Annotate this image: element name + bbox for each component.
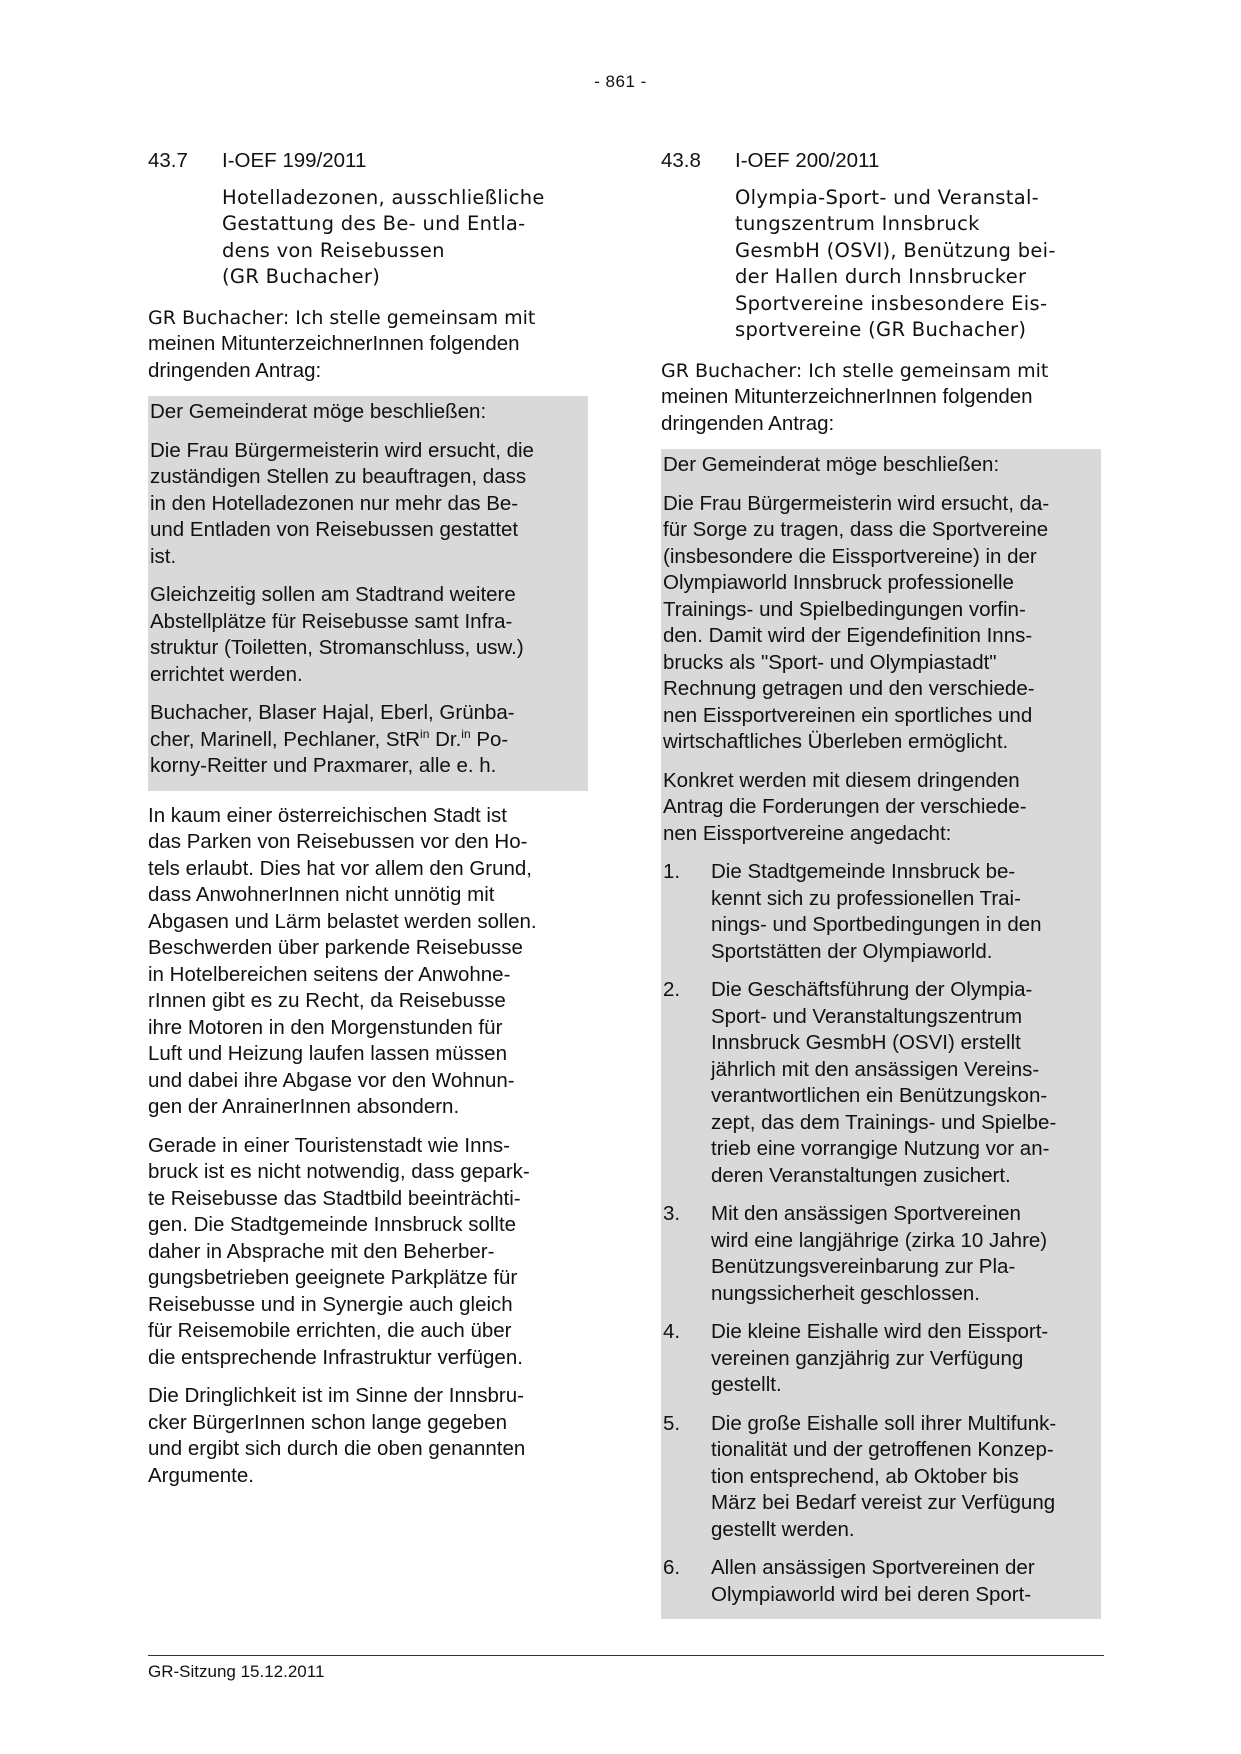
text-line: struktur (Toiletten, Stromanschluss, usw.)	[150, 636, 524, 659]
text-line: rInnen gibt es zu Recht, da Reisebusse	[148, 989, 506, 1012]
text-line: (insbesondere die Eissportvereine) in der	[663, 544, 1037, 568]
text-line: Trainings- und Spielbedingungen vorfin-	[663, 597, 1026, 621]
text-line: und dabei ihre Abgase vor den Wohnun-	[148, 1068, 515, 1092]
superscript: in	[420, 726, 430, 741]
footer-text: GR-Sitzung 15.12.2011	[148, 1662, 325, 1681]
text-line: für Reisemobile errichten, die auch über	[148, 1319, 512, 1342]
text-line: meinen MitunterzeichnerInnen folgenden	[148, 332, 520, 355]
text-line: Buchacher, Blaser Hajal, Eberl, Grünba-	[150, 701, 515, 724]
text-line: Benützungsvereinbarung zur Pla-	[711, 1255, 1016, 1278]
text-line: gestellt werden.	[711, 1517, 855, 1541]
text-line: ihre Motoren in den Morgenstunden für	[148, 1015, 503, 1039]
title-line: dens von Reisebussen	[222, 238, 445, 262]
text-line: Reisebusse und in Synergie auch gleich	[148, 1292, 513, 1316]
text-line: Die Frau Bürgermeisterin wird ersucht, die	[150, 438, 534, 462]
item-number: 43.8	[661, 149, 701, 172]
text-line: Die Dringlichkeit ist im Sinne der Innsbru-	[148, 1384, 524, 1407]
text-line: Argumente.	[148, 1463, 254, 1487]
motion-paragraph	[150, 435, 586, 580]
text-line: GR Buchacher: Ich stelle gemeinsam mit	[661, 359, 1049, 382]
text-fragment: Dr.	[429, 727, 462, 751]
text-line: errichtet werden.	[150, 662, 303, 686]
signers-paragraph	[150, 697, 586, 789]
text-line: wirtschaftliches Überleben ermöglicht.	[663, 730, 1009, 753]
body-paragraph	[148, 803, 588, 1121]
list-text	[711, 859, 1099, 965]
item-code: I-OEF 200/2011	[735, 149, 880, 172]
footer-divider	[148, 1655, 1104, 1656]
text-line: daher in Absprache mit den Beherber-	[148, 1239, 495, 1263]
text-line: verantwortlichen ein Benützungskon-	[711, 1084, 1048, 1107]
text-line: gungsbetrieben geeignete Parkplätze für	[148, 1266, 518, 1289]
page-number: - 861 -	[594, 72, 647, 91]
title-line: Hotelladezonen, ausschließliche	[222, 185, 545, 209]
text-line: meinen MitunterzeichnerInnen folgenden	[661, 385, 1033, 408]
text-line: bruck ist es nicht notwendig, dass gepark-	[148, 1160, 530, 1183]
text-line: Abgasen und Lärm belastet werden sollen.	[148, 909, 537, 933]
list-number: 6.	[663, 1556, 681, 1579]
list-item	[663, 1552, 1099, 1617]
text-line: Sportstätten der Olympiaworld.	[711, 939, 993, 963]
title-line: Gestattung des Be- und Entla-	[222, 212, 526, 235]
title-line: tungszentrum Innsbruck	[735, 212, 980, 235]
text-line: Die große Eishalle soll ihrer Multifunk-	[711, 1411, 1057, 1435]
text-line: kennt sich zu professionellen Trai-	[711, 886, 1021, 910]
text-line: vereinen ganzjährig zur Verfügung	[711, 1346, 1024, 1370]
text-line: nungssicherheit geschlossen.	[711, 1281, 980, 1305]
text-line: die entsprechende Infrastruktur verfügen.	[148, 1345, 523, 1369]
text-line: Die Geschäftsführung der Olympia-	[711, 978, 1033, 1001]
text-line: wird eine langjährige (zirka 10 Jahre)	[711, 1228, 1048, 1252]
list-text	[711, 1319, 1099, 1399]
item-number: 43.7	[148, 149, 188, 172]
text-line: in Hotelbereichen seitens der Anwohne-	[148, 962, 511, 986]
demands-list	[663, 856, 1099, 1617]
text-line: gen der AnrainerInnen absondern.	[148, 1095, 460, 1118]
list-text	[711, 1411, 1099, 1544]
item-title	[222, 185, 588, 291]
text-line: jährlich mit den ansässigen Vereins-	[711, 1057, 1040, 1081]
title-line: GesmbH (OSVI), Benützung bei-	[735, 238, 1056, 262]
text-line: Die Stadtgemeinde Innsbruck be-	[711, 860, 1016, 883]
motion-box	[148, 396, 588, 791]
text-line: nen Eissportvereine angedacht:	[663, 821, 952, 845]
motion-paragraph	[663, 488, 1099, 765]
item-title	[735, 185, 1101, 344]
list-item	[663, 856, 1099, 974]
text-line: Die Frau Bürgermeisterin wird ersucht, da-	[663, 491, 1050, 515]
text-line: Olympiaworld Innsbruck professionelle	[663, 571, 1014, 594]
text-line: GR Buchacher: Ich stelle gemeinsam mit	[148, 306, 536, 329]
left-column	[148, 148, 588, 1501]
list-item	[663, 974, 1099, 1198]
text-line: dass AnwohnerInnen nicht unnötig mit	[148, 883, 495, 906]
list-number: 4.	[663, 1320, 681, 1343]
text-line: nen Eissportvereinen ein sportliches und	[663, 703, 1033, 727]
item-heading	[148, 148, 588, 175]
text-line: zept, das dem Trainings- und Spielbe-	[711, 1110, 1057, 1134]
text-line: Konkret werden mit diesem dringenden	[663, 768, 1020, 792]
motion-paragraph	[150, 579, 586, 697]
text-line: gen. Die Stadtgemeinde Innsbruck sollte	[148, 1213, 517, 1236]
text-line: und ergibt sich durch die oben genannten	[148, 1437, 526, 1460]
text-line: Rechnung getragen und den verschiede-	[663, 677, 1035, 700]
text-line: tion entsprechend, ab Oktober bis	[711, 1464, 1019, 1488]
body-paragraph	[148, 1133, 588, 1372]
text-fragment: cher, Marinell, Pechlaner, StR	[150, 727, 421, 751]
text-line: deren Veranstaltungen zusichert.	[711, 1163, 1011, 1187]
text-line: Die kleine Eishalle wird den Eissport-	[711, 1320, 1049, 1343]
text-line: trieb eine vorrangige Nutzung vor an-	[711, 1137, 1050, 1160]
text-line: Sport- und Veranstaltungszentrum	[711, 1004, 1023, 1028]
text-line: und Entladen von Reisebussen gestattet	[150, 518, 519, 541]
intro-paragraph	[661, 358, 1101, 438]
text-line: Allen ansässigen Sportvereinen der	[711, 1556, 1035, 1579]
text-line: Gleichzeitig sollen am Stadtrand weitere	[150, 583, 516, 606]
text-fragment: Po-	[470, 727, 509, 751]
text-line: cker BürgerInnen schon lange gegeben	[148, 1410, 508, 1434]
text-line: den. Damit wird der Eigendefinition Inns-	[663, 624, 1033, 647]
text-line: tionalität und der getroffenen Konzep-	[711, 1438, 1054, 1461]
list-item	[663, 1198, 1099, 1316]
list-number: 3.	[663, 1202, 681, 1225]
text-line: Antrag die Forderungen der verschiede-	[663, 795, 1027, 818]
text-line: nings- und Sportbedingungen in den	[711, 913, 1042, 936]
text-line: Olympiaworld wird bei deren Sport-	[711, 1582, 1032, 1606]
list-item	[663, 1408, 1099, 1553]
text-line: das Parken von Reisebussen vor den Ho-	[148, 830, 528, 853]
text-line: gestellt.	[711, 1373, 782, 1396]
list-text	[711, 977, 1099, 1189]
text-line: Luft und Heizung laufen lassen müssen	[148, 1042, 507, 1065]
text-line: Gerade in einer Touristenstadt wie Inns-	[148, 1133, 510, 1157]
text-line: dringenden Antrag:	[148, 358, 322, 382]
item-code: I-OEF 199/2011	[222, 149, 367, 172]
list-number: 5.	[663, 1411, 681, 1435]
text-line: Der Gemeinderat möge beschließen:	[150, 400, 487, 423]
list-number: 2.	[663, 978, 681, 1001]
list-text	[711, 1555, 1099, 1608]
title-line: sportvereine (GR Buchacher)	[735, 318, 1027, 341]
text-line: ist.	[150, 544, 177, 568]
motion-box	[661, 449, 1101, 1619]
right-column	[661, 148, 1101, 1631]
text-line: te Reisebusse das Stadtbild beeinträchti-	[148, 1186, 521, 1210]
text-line: Mit den ansässigen Sportvereinen	[711, 1202, 1021, 1225]
text-line: Beschwerden über parkende Reisebusse	[148, 936, 523, 959]
list-number: 1.	[663, 860, 681, 883]
item-heading	[661, 148, 1101, 175]
text-line: korny-Reitter und Praxmarer, alle e. h.	[150, 754, 497, 777]
title-line: (GR Buchacher)	[222, 265, 381, 288]
motion-paragraph	[663, 449, 1099, 488]
text-line: dringenden Antrag:	[661, 411, 835, 435]
title-line: Olympia-Sport- und Veranstal-	[735, 185, 1040, 209]
text-line: Abstellplätze für Reisebusse samt Infra-	[150, 609, 513, 633]
intro-paragraph	[148, 305, 588, 385]
superscript: in	[461, 726, 471, 741]
motion-paragraph	[663, 765, 1099, 857]
text-line: für Sorge zu tragen, dass die Sportvereine	[663, 518, 1049, 541]
text-line: brucks als "Sport- und Olympiastadt"	[663, 650, 997, 674]
text-line: Innsbruck GesmbH (OSVI) erstellt	[711, 1031, 1021, 1054]
list-text	[711, 1201, 1099, 1307]
text-line: tels erlaubt. Dies hat vor allem den Grund,	[148, 856, 532, 880]
body-paragraph	[148, 1383, 588, 1489]
text-line: In kaum einer österreichischen Stadt ist	[148, 803, 507, 827]
title-line: der Hallen durch Innsbrucker	[735, 265, 1027, 288]
motion-paragraph	[150, 396, 586, 435]
text-line: zuständigen Stellen zu beauftragen, dass	[150, 465, 527, 488]
text-line: in den Hotelladezonen nur mehr das Be-	[150, 491, 519, 515]
text-line: Der Gemeinderat möge beschließen:	[663, 453, 1000, 476]
title-line: Sportvereine insbesondere Eis-	[735, 291, 1048, 315]
list-item	[663, 1316, 1099, 1408]
text-line: März bei Bedarf vereist zur Verfügung	[711, 1491, 1056, 1514]
text-line	[150, 727, 586, 754]
